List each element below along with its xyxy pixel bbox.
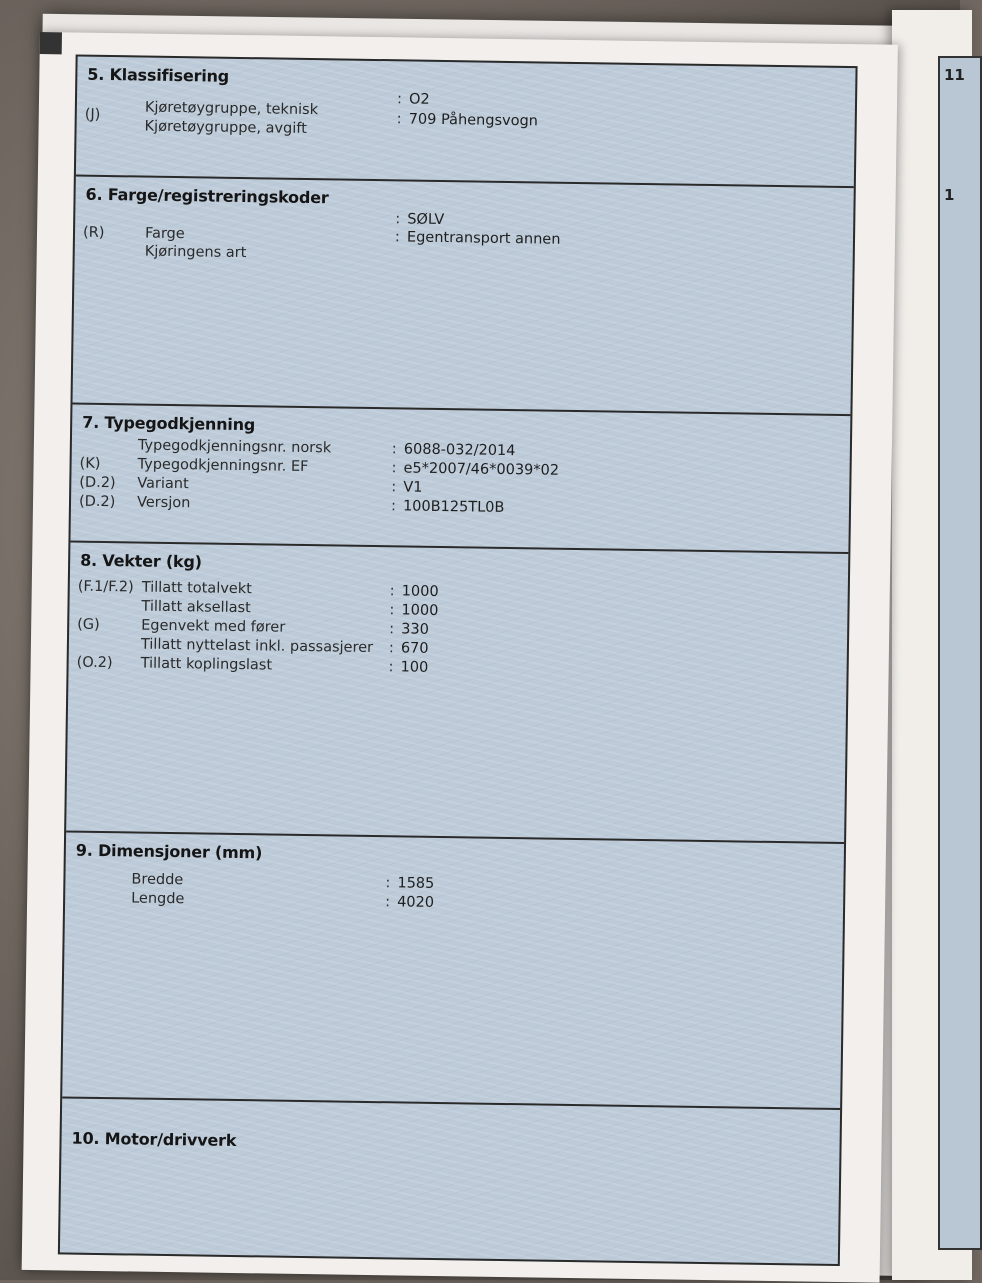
adjacent-section-number: 1 bbox=[944, 186, 955, 204]
field-label: Farge bbox=[144, 225, 185, 243]
section-klassifisering bbox=[76, 57, 856, 189]
colon: : bbox=[394, 229, 401, 246]
section-vekter bbox=[66, 543, 848, 845]
colon: : bbox=[389, 602, 395, 619]
field-value: SØLV bbox=[407, 211, 445, 229]
field-value: 6088-032/2014 bbox=[403, 441, 516, 460]
field-value: 330 bbox=[401, 621, 429, 638]
colon: : bbox=[388, 659, 394, 676]
adjacent-page-frame bbox=[938, 56, 982, 1250]
section-title: 9. Dimensjoner (mm) bbox=[75, 840, 263, 863]
section-dimensjoner bbox=[62, 832, 844, 1110]
field-label: Variant bbox=[137, 475, 189, 493]
colon: : bbox=[389, 583, 395, 600]
field-value: 4020 bbox=[397, 894, 435, 911]
field-label: Tillatt totalvekt bbox=[141, 579, 252, 598]
section-title: 7. Typegodkjenning bbox=[82, 412, 256, 435]
field-code: (F.1/F.2) bbox=[77, 578, 134, 596]
field-code: (D.2) bbox=[79, 474, 116, 492]
field-value: V1 bbox=[403, 479, 423, 496]
colon: : bbox=[390, 498, 397, 515]
adjacent-section-number: 11 bbox=[944, 66, 965, 84]
colon: : bbox=[396, 91, 403, 108]
colon: : bbox=[396, 111, 402, 128]
field-label: Kjøretøygruppe, teknisk bbox=[144, 99, 319, 119]
section-title: 6. Farge/registreringskoder bbox=[85, 184, 329, 208]
colon: : bbox=[395, 211, 401, 228]
field-value: O2 bbox=[408, 91, 430, 108]
field-value: 100 bbox=[400, 659, 429, 676]
field-label: Typegodkjenningsnr. norsk bbox=[137, 437, 332, 457]
field-label: Egenvekt med fører bbox=[141, 617, 286, 636]
field-code: (G) bbox=[77, 616, 100, 633]
section-title: 5. Klassifisering bbox=[87, 64, 230, 86]
field-label: Kjøringens art bbox=[144, 243, 247, 262]
colon: : bbox=[389, 621, 395, 638]
section-farge bbox=[72, 177, 853, 417]
registration-form bbox=[58, 55, 858, 1266]
section-title: 10. Motor/drivverk bbox=[71, 1128, 237, 1151]
field-label: Lengde bbox=[131, 890, 185, 908]
field-label: Bredde bbox=[131, 871, 184, 889]
section-typegodkjenning bbox=[70, 405, 850, 555]
field-code: (D.2) bbox=[78, 493, 116, 511]
field-label: Typegodkjenningsnr. EF bbox=[137, 456, 309, 476]
field-label: Kjøretøygruppe, avgift bbox=[144, 118, 307, 137]
field-value: 1000 bbox=[401, 602, 439, 619]
colon: : bbox=[385, 875, 391, 892]
field-value: 1000 bbox=[401, 583, 439, 600]
field-label: Tillatt aksellast bbox=[141, 598, 251, 617]
colon: : bbox=[391, 441, 397, 458]
field-value: e5*2007/46*0039*02 bbox=[403, 460, 560, 479]
section-title: 8. Vekter (kg) bbox=[80, 550, 202, 572]
colon: : bbox=[391, 460, 397, 477]
document-page bbox=[22, 32, 898, 1283]
colon: : bbox=[385, 894, 391, 911]
field-code: (K) bbox=[79, 455, 101, 472]
colon: : bbox=[388, 640, 394, 657]
colon: : bbox=[391, 479, 397, 496]
field-value: 1585 bbox=[397, 875, 435, 892]
field-value: 100B125TL0B bbox=[402, 498, 505, 516]
field-code: (R) bbox=[82, 224, 105, 241]
field-label: Tillatt koplingslast bbox=[140, 655, 273, 674]
field-code: (O.2) bbox=[76, 654, 113, 672]
field-label: Tillatt nyttelast inkl. passasjerer bbox=[140, 636, 374, 657]
field-value: Egentransport annen bbox=[406, 229, 561, 248]
corner-marker bbox=[40, 32, 62, 54]
field-label: Versjon bbox=[136, 494, 191, 512]
field-value: 709 Påhengsvogn bbox=[408, 111, 539, 130]
field-value: 670 bbox=[400, 640, 429, 657]
section-motor bbox=[60, 1098, 840, 1264]
field-code: (J) bbox=[84, 106, 101, 123]
